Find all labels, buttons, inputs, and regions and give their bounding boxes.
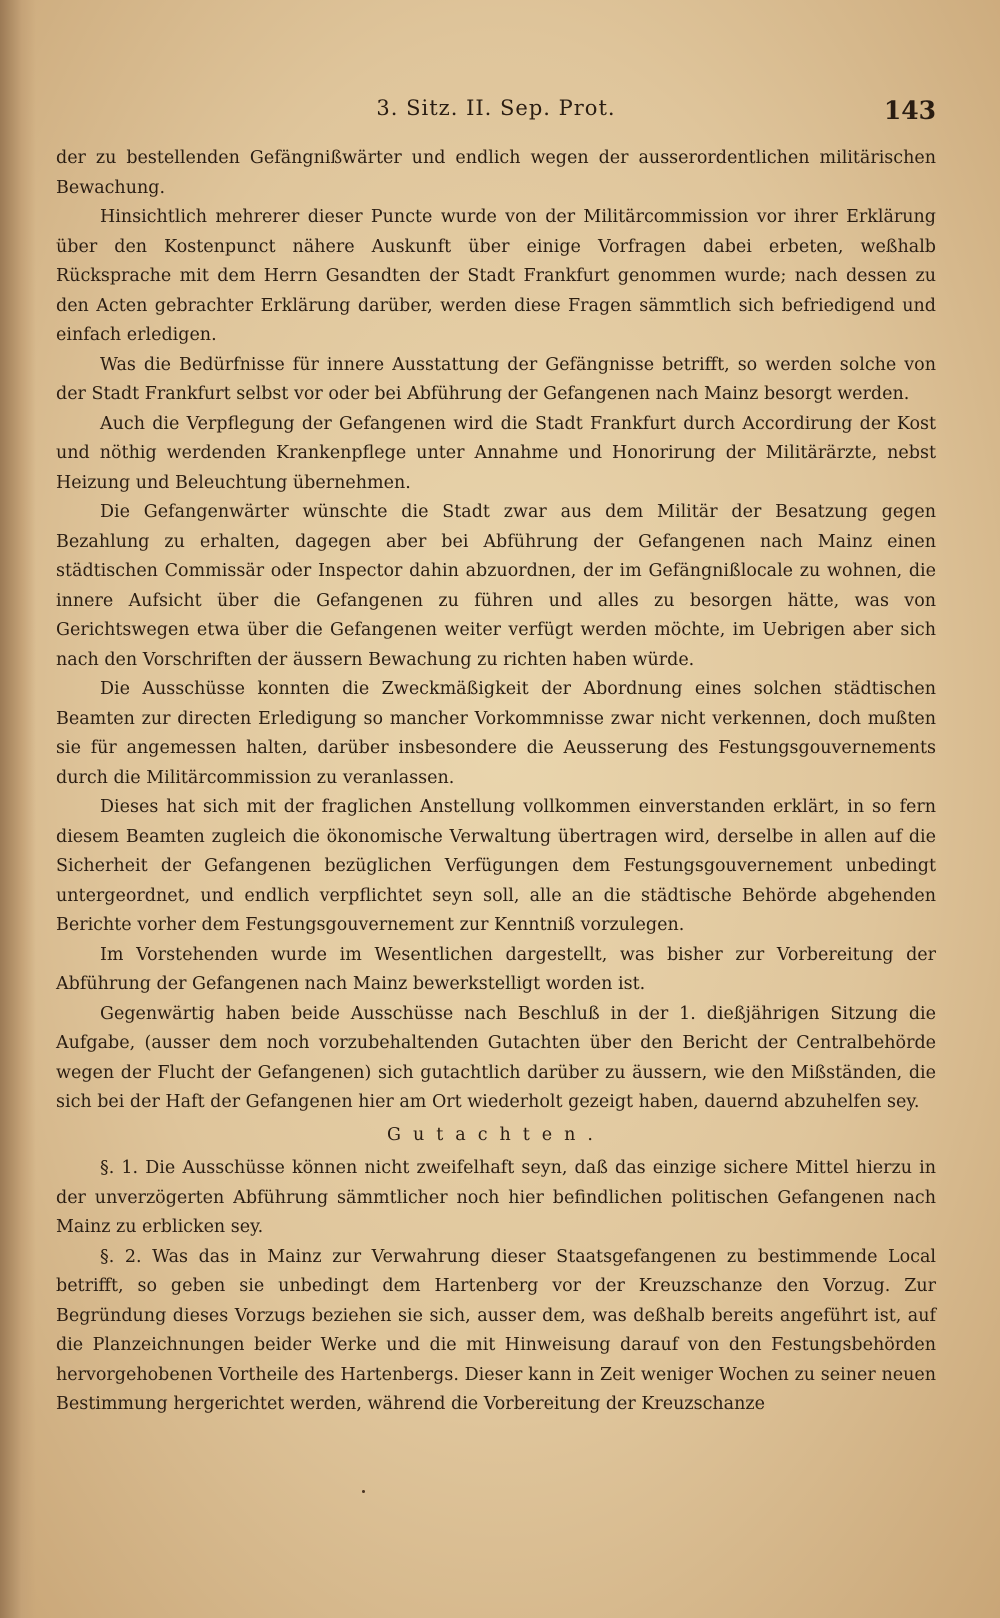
section-paragraph: §. 2. Was das in Mainz zur Verwahrung dieser Staatsgefangenen zu bestimmende Local betrifft, so geben sie unbedingt dem Hartenberg vor der Kreuzschanze den Vorzug. Zur Begründung dieses Vorzugs beziehen sie sich, ausser dem, was deßhalb bereits angeführt ist, auf die Planzeichnungen beider Werke und die mit Hinweisung darauf von den Festungsbehörden hervorgehobenen Vortheile des Hartenbergs. Dieser kann in Zeit weniger Wochen zu seiner neuen Bestimmung hergerichtet werden, während die Vorbereitung der Kreuzschanze bbox=[56, 1246, 936, 1414]
paragraph: Die Ausschüsse konnten die Zweckmäßigkeit der Abordnung eines solchen städtischen Beamten zur directen Erledigung so mancher Vorkommnisse zwar nicht verkennen, doch mußten sie für angemessen halten, darüber insbesondere die Aeusserung des Festungsgouvernements durch die Militärcommission zu veranlassen. bbox=[56, 679, 936, 788]
section-paragraph: §. 1. Die Ausschüsse können nicht zweifelhaft seyn, daß das einzige sichere Mittel hierzu in der unverzögerten Abführung sämmtlicher noch hier befindlichen politischen Gefangenen nach Mainz zu erblicken sey. bbox=[56, 1158, 936, 1237]
section-heading: Gutachten. bbox=[386, 1124, 605, 1145]
ink-speck bbox=[362, 1490, 365, 1493]
page-number: 143 bbox=[883, 96, 936, 125]
running-head: 3. Sitz. II. Sep. Prot. bbox=[376, 96, 616, 120]
paragraph: Auch die Verpflegung der Gefangenen wird die Stadt Frankfurt durch Accordirung der Kost und nöthig werdenden Krankenpflege unter Annahme und Honorirung der Militärärzte, nebst Heizung und Beleuchtung übernehmen. bbox=[56, 413, 936, 493]
page-gutter-shadow bbox=[0, 0, 36, 1618]
body-text bbox=[56, 144, 936, 1420]
paragraph-continuation: der zu bestellenden Gefängnißwärter und endlich wegen der ausserordentlichen militärischen Bewachung. bbox=[56, 148, 936, 198]
paragraph: Die Gefangenwärter wünschte die Stadt zwar aus dem Militär der Besatzung gegen Bezahlung zu erhalten, dagegen aber bei Abführung der Gefangenen nach Mainz einen städtischen Commissär oder Inspector dahin abzuordnen, der im Gefängnißlocale zu wohnen, die innere Aufsicht über die Gefangenen zu führen und alles zu besorgen hätte, was von Gerichtswegen etwa über die Gefangenen weiter verfügt werden möchte, im Uebrigen aber sich nach den Vorschriften der äussern Bewachung zu richten haben würde. bbox=[56, 502, 936, 670]
page-header bbox=[56, 96, 936, 132]
paragraph: Hinsichtlich mehrerer dieser Puncte wurde von der Militärcommission vor ihrer Erklärung über den Kostenpunct nähere Auskunft über einige Vorfragen dabei erbeten, weßhalb Rücksprache mit dem Herrn Gesandten der Stadt Frankfurt genommen wurde; nach dessen zu den Acten gebrachter Erklärung darüber, werden diese Fragen sämmtlich sich befriedigend und einfach erledigen. bbox=[56, 207, 936, 345]
paragraph: Im Vorstehenden wurde im Wesentlichen dargestellt, was bisher zur Vorbereitung der Abführung der Gefangenen nach Mainz bewerkstelligt worden ist. bbox=[56, 944, 936, 994]
paragraph: Was die Bedürfnisse für innere Ausstattung der Gefängnisse betrifft, so werden solche von der Stadt Frankfurt selbst vor oder bei Abführung der Gefangenen nach Mainz besorgt werden. bbox=[56, 354, 936, 404]
paragraph: Gegenwärtig haben beide Ausschüsse nach Beschluß in der 1. dießjährigen Sitzung die Aufgabe, (ausser dem noch vorzubehaltenden Gutachten über den Bericht der Centralbehörde wegen der Flucht der Gefangenen) sich gutachtlich darüber zu äussern, wie den Mißständen, die sich bei der Haft der Gefangenen hier am Ort wiederholt gezeigt haben, dauernd abzuhelfen sey. bbox=[56, 1003, 936, 1112]
paragraph: Dieses hat sich mit der fraglichen Anstellung vollkommen einverstanden erklärt, in so fern diesem Beamten zugleich die ökonomische Verwaltung übertragen wird, derselbe in allen auf die Sicherheit der Gefangenen bezüglichen Verfügungen dem Festungsgouvernement unbedingt untergeordnet, und endlich verpflichtet seyn soll, alle an die städtische Behörde abgehenden Berichte vorher dem Festungsgouvernement zur Kenntniß vorzulegen. bbox=[56, 797, 936, 935]
